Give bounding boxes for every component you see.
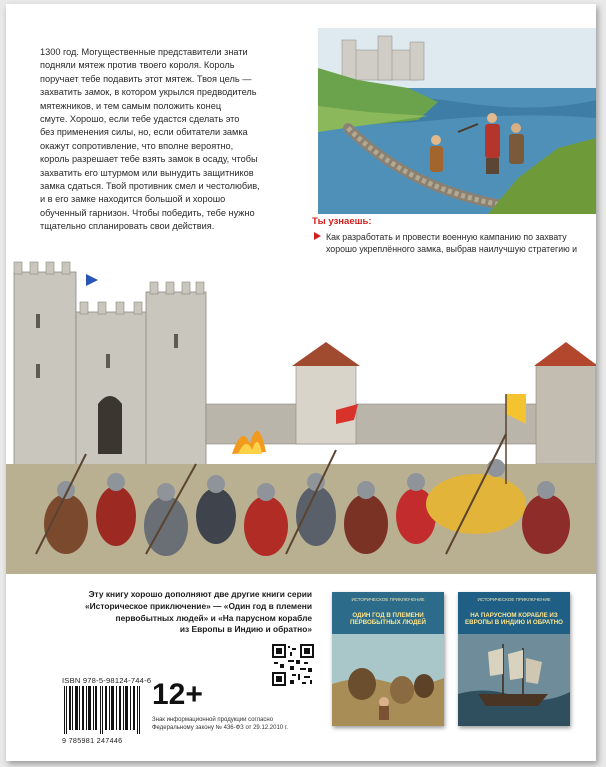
back-cover — [6, 4, 596, 761]
book-title: НА ПАРУСНОМ КОРАБЛЕ ИЗ ЕВРОПЫ В ИНДИЮ И ОБРАТНО — [465, 612, 563, 627]
intro-line: захватить замок, в котором укрылся предводитель — [40, 87, 257, 98]
intro-line: без применения силы, но, если обитатели замка — [40, 127, 248, 138]
book-illustration — [332, 634, 444, 726]
book-title: ОДИН ГОД В ПЛЕМЕНИ ПЕРВОБЫТНЫХ ЛЮДЕЙ — [349, 612, 427, 627]
intro-line: замка сдаться. Твой противник смел и честолюбив, — [40, 181, 260, 192]
book-illustration — [458, 634, 570, 726]
intro-line: обученный гарнизон. Чтобы победить, тебе нужно — [40, 207, 255, 218]
intro-line: 1300 год. Могущественные представители знати — [40, 47, 248, 57]
intro-line: захватить его штурмом или вынудить защитников — [40, 167, 254, 178]
intro-line: мятежников, и тем самым положить конец — [40, 100, 222, 111]
intro-line: король разрешает тебе взять замок в осаду, чтобы — [40, 154, 258, 165]
series-note: Эту книгу хорошо дополняют две другие книги серии «Историческое приключение» — «Один год в племени первобытных людей» и «На парусном корабле из Европы в Индию и обратно» — [85, 589, 312, 635]
castle-lake-illustration — [318, 28, 596, 214]
intro-line: поручает тебе подавить этот мятеж. Твоя цель — — [40, 73, 252, 84]
age-rating: 12+ — [152, 678, 203, 711]
age-law-note: Знак информационной продукции согласно Федеральному закону № 436-ФЗ от 29.12.2010 г. — [152, 717, 288, 732]
intro-line: окажут сопротивление, что вполне вероятно, — [40, 140, 234, 151]
isbn-digits: 9 785981 247446 — [62, 736, 123, 745]
book-series: ИСТОРИЧЕСКОЕ ПРИКЛЮЧЕНИЕ — [477, 597, 551, 602]
book-cover-prehistoric[interactable] — [332, 592, 444, 726]
learn-item: Как разработать и провести военную кампанию по захвату хорошо укреплённого замка, выбрав наилучшую стратегию и — [312, 231, 584, 268]
barcode — [62, 686, 142, 734]
intro-line: смуте. Хорошо, если тебе удастся сделать это — [40, 114, 240, 125]
intro-line: и в его замке находится большой и хорошо — [40, 194, 226, 205]
intro-line: тщательно спланировать свои действия. — [40, 221, 215, 232]
qr-code — [272, 644, 314, 686]
intro-text — [40, 46, 290, 234]
castle-siege-illustration — [6, 254, 596, 574]
intro-line: подняли мятеж против твоего короля. Король — [40, 60, 235, 71]
learn-title: Ты узнаешь: — [312, 216, 372, 227]
isbn-label: ISBN 978-5-98124-744-6 — [62, 676, 152, 685]
red-arrow-icon — [314, 232, 321, 240]
book-series: ИСТОРИЧЕСКОЕ ПРИКЛЮЧЕНИЕ — [351, 597, 425, 602]
book-cover-sailing[interactable] — [458, 592, 570, 726]
